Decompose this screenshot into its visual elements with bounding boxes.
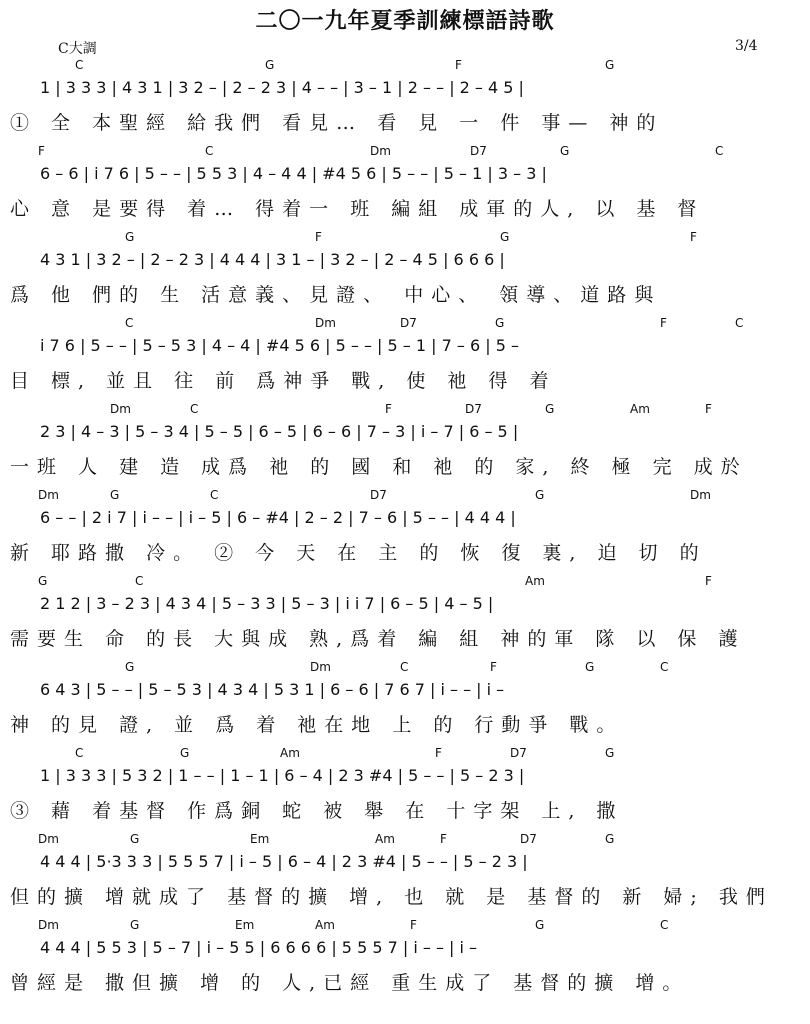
- chord-symbol: G: [535, 918, 545, 932]
- chord-symbol: D7: [400, 316, 417, 330]
- chord-symbol: G: [130, 832, 140, 846]
- chord-row: [10, 402, 805, 418]
- chord-symbol: C: [210, 488, 219, 502]
- chord-symbol: C: [190, 402, 199, 416]
- chord-symbol: G: [265, 58, 275, 72]
- chord-symbol: F: [410, 918, 417, 932]
- chord-symbol: G: [500, 230, 510, 244]
- chord-symbol: Dm: [110, 402, 131, 416]
- song-title: 二〇一九年夏季訓練標語詩歌: [255, 8, 555, 34]
- chord-symbol: Dm: [310, 660, 331, 674]
- lyrics-row: 新 耶路撒 冷。 ② 今 天 在 主 的 恢 復 裏, 迫 切 的: [10, 542, 707, 564]
- chord-symbol: G: [605, 746, 615, 760]
- chord-symbol: F: [705, 574, 712, 588]
- lyrics-row: 爲 他 們的 生 活意義、見證、 中心、 領導、道路與: [10, 284, 662, 306]
- chord-symbol: C: [75, 746, 84, 760]
- chord-symbol: F: [660, 316, 667, 330]
- chord-symbol: Em: [235, 918, 255, 932]
- lyrics-row: 需要生 命 的長 大與成 熟,爲着 編 組 神的軍 隊 以 保 護: [10, 628, 746, 650]
- chord-symbol: Dm: [38, 832, 59, 846]
- chord-row: [10, 230, 805, 246]
- chord-symbol: C: [660, 660, 669, 674]
- chord-symbol: D7: [470, 144, 487, 158]
- chord-symbol: F: [455, 58, 462, 72]
- lyrics-row: 神 的見 證, 並 爲 着 祂在地 上 的 行動爭 戰。: [10, 714, 624, 736]
- chord-row: [10, 660, 805, 676]
- chord-symbol: C: [135, 574, 144, 588]
- chord-symbol: F: [490, 660, 497, 674]
- chord-symbol: C: [125, 316, 134, 330]
- notation-row: 2 3 | 4 – 3 | 5 – 3 4 | 5 – 5 | 6 – 5 | 6 – 6 | 7 – 3 | i – 7 | 6 – 5 |: [40, 422, 519, 441]
- chord-row: [10, 144, 805, 160]
- chord-row: [10, 316, 805, 332]
- chord-symbol: Am: [630, 402, 650, 416]
- lyrics-row: 心 意 是要得 着… 得着一 班 編組 成軍的人, 以 基 督: [10, 198, 705, 220]
- chord-symbol: F: [705, 402, 712, 416]
- lyrics-row: ① 全 本聖經 給我們 看見… 看 見 一 件 事— 神的: [10, 112, 664, 134]
- chord-symbol: G: [125, 660, 135, 674]
- lyrics-row: 目 標, 並且 往 前 爲神爭 戰, 使 祂 得 着: [10, 370, 557, 392]
- chord-symbol: Am: [525, 574, 545, 588]
- chord-symbol: G: [545, 402, 555, 416]
- notation-row: 2 1 2 | 3 – 2 3 | 4 3 4 | 5 – 3 3 | 5 – 3 | i i 7 | 6 – 5 | 4 – 5 |: [40, 594, 494, 613]
- music-system: [10, 486, 805, 572]
- lyrics-row: 一班 人 建 造 成爲 祂 的 國 和 祂 的 家, 終 極 完 成於: [10, 456, 748, 478]
- chord-row: [10, 574, 805, 590]
- notation-row: 4 4 4 | 5 5 3 | 5 – 7 | i – 5 5 | 6 6 6 6 | 5 5 5 7 | i – – | i –: [40, 938, 478, 957]
- music-system: [10, 142, 805, 228]
- chord-symbol: Dm: [370, 144, 391, 158]
- chord-symbol: F: [315, 230, 322, 244]
- chord-symbol: G: [585, 660, 595, 674]
- key-signature: C大調: [58, 41, 97, 57]
- chord-symbol: C: [715, 144, 724, 158]
- chord-symbol: F: [690, 230, 697, 244]
- music-system: [10, 744, 805, 830]
- chord-symbol: Am: [280, 746, 300, 760]
- notation-row: 1 | 3 3 3 | 5 3 2 | 1 – – | 1 – 1 | 6 – 4 | 2 3 #4 | 5 – – | 5 – 2 3 |: [40, 766, 525, 785]
- lyrics-row: ③ 藉 着基督 作爲銅 蛇 被 舉 在 十字架 上, 撒: [10, 800, 624, 822]
- lyrics-row: 但的擴 增就成了 基督的擴 增, 也 就 是 基督的 新 婦; 我們: [10, 886, 773, 908]
- chord-symbol: G: [605, 832, 615, 846]
- chord-symbol: G: [605, 58, 615, 72]
- chord-row: [10, 918, 805, 934]
- music-system: [10, 56, 805, 142]
- notation-row: 6 – – | 2 i 7 | i – – | i – 5 | 6 – #4 | 2 – 2 | 7 – 6 | 5 – – | 4 4 4 |: [40, 508, 516, 527]
- music-system: [10, 830, 805, 916]
- time-signature: 3/4: [735, 38, 758, 54]
- notation-row: i 7 6 | 5 – – | 5 – 5 3 | 4 – 4 | #4 5 6 | 5 – – | 5 – 1 | 7 – 6 | 5 –: [40, 336, 519, 355]
- chord-symbol: G: [110, 488, 120, 502]
- notation-row: 6 – 6 | i 7 6 | 5 – – | 5 5 3 | 4 – 4 4 | #4 5 6 | 5 – – | 5 – 1 | 3 – 3 |: [40, 164, 547, 183]
- chord-symbol: Dm: [315, 316, 336, 330]
- chord-symbol: Dm: [38, 488, 59, 502]
- chord-symbol: F: [385, 402, 392, 416]
- chord-symbol: G: [560, 144, 570, 158]
- music-system: [10, 916, 805, 1002]
- chord-symbol: G: [38, 574, 48, 588]
- chord-symbol: G: [535, 488, 545, 502]
- chord-symbol: Dm: [38, 918, 59, 932]
- chord-symbol: C: [75, 58, 84, 72]
- chord-symbol: G: [495, 316, 505, 330]
- notation-row: 6 4 3 | 5 – – | 5 – 5 3 | 4 3 4 | 5 3 1 | 6 – 6 | 7 6 7 | i – – | i –: [40, 680, 505, 699]
- music-system: [10, 658, 805, 744]
- lyrics-row: 曾經是 撒但擴 增 的 人,已經 重生成了 基督的擴 增。: [10, 972, 690, 994]
- chord-symbol: C: [735, 316, 744, 330]
- music-system: [10, 314, 805, 400]
- chord-symbol: C: [660, 918, 669, 932]
- chord-row: [10, 58, 805, 74]
- chord-symbol: C: [400, 660, 409, 674]
- chord-symbol: D7: [510, 746, 527, 760]
- chord-symbol: G: [125, 230, 135, 244]
- chord-row: [10, 832, 805, 848]
- chord-symbol: Am: [375, 832, 395, 846]
- chord-symbol: D7: [370, 488, 387, 502]
- chord-symbol: F: [38, 144, 45, 158]
- music-system: [10, 572, 805, 658]
- music-system: [10, 400, 805, 486]
- chord-symbol: Am: [315, 918, 335, 932]
- chord-symbol: D7: [465, 402, 482, 416]
- chord-symbol: G: [180, 746, 190, 760]
- notation-row: 4 3 1 | 3 2 – | 2 – 2 3 | 4 4 4 | 3 1 – | 3 2 – | 2 – 4 5 | 6 6 6 |: [40, 250, 505, 269]
- chord-symbol: C: [205, 144, 214, 158]
- chord-symbol: Em: [250, 832, 270, 846]
- chord-symbol: G: [130, 918, 140, 932]
- chord-symbol: F: [440, 832, 447, 846]
- chord-symbol: F: [435, 746, 442, 760]
- notation-row: 4 4 4 | 5·3 3 3 | 5 5 5 7 | i – 5 | 6 – 4 | 2 3 #4 | 5 – – | 5 – 2 3 |: [40, 852, 528, 871]
- music-system: [10, 228, 805, 314]
- chord-symbol: D7: [520, 832, 537, 846]
- score: [10, 56, 805, 1002]
- chord-row: [10, 488, 805, 504]
- notation-row: 1 | 3 3 3 | 4 3 1 | 3 2 – | 2 – 2 3 | 4 – – | 3 – 1 | 2 – – | 2 – 4 5 |: [40, 78, 524, 97]
- chord-symbol: Dm: [690, 488, 711, 502]
- chord-row: [10, 746, 805, 762]
